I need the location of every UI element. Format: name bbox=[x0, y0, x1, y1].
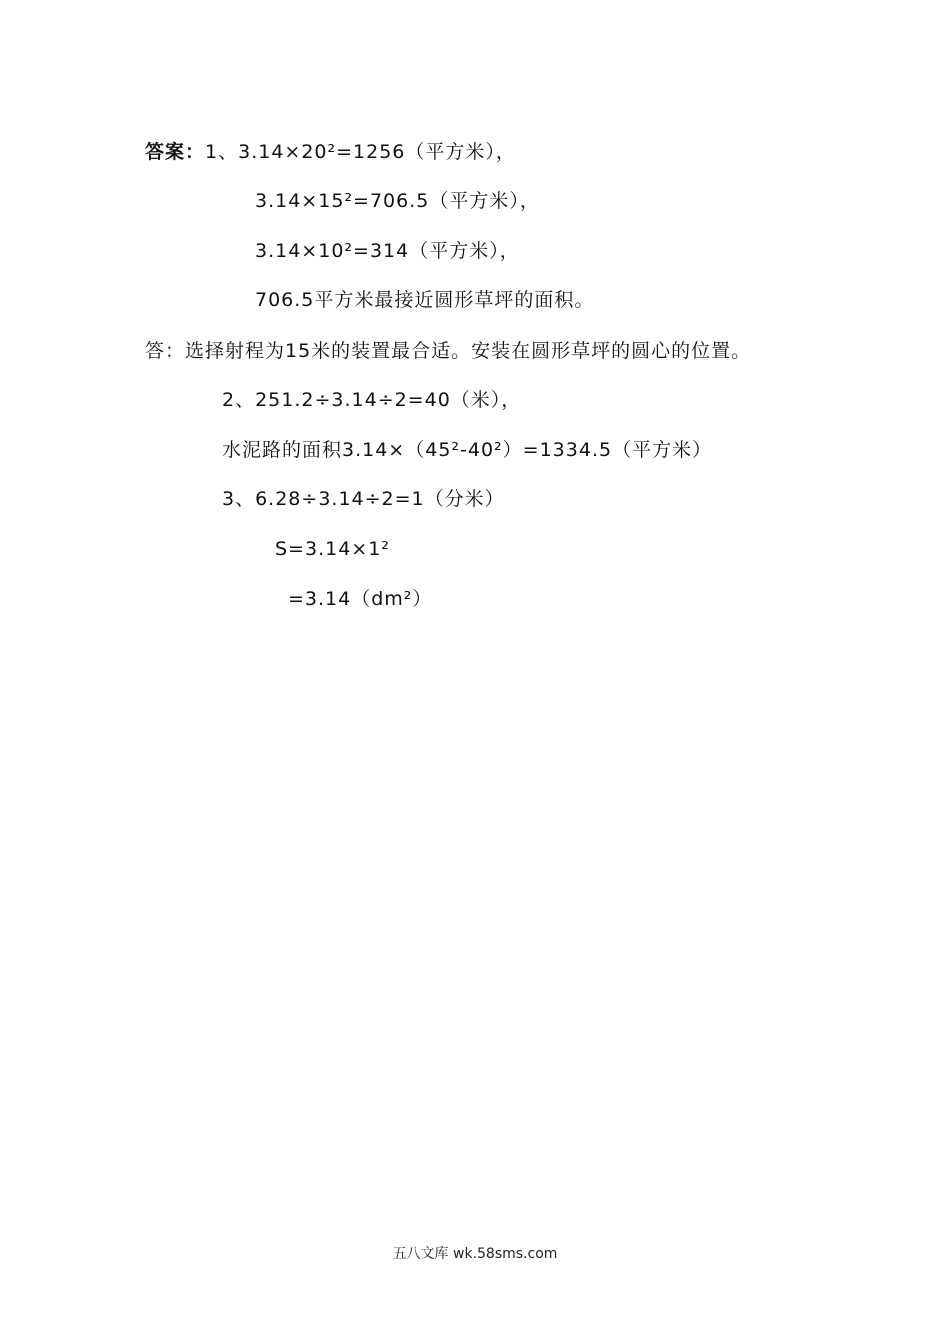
answer-q2-line1: 2、251.2÷3.14÷2=40（米）， bbox=[222, 389, 522, 411]
answer-q3-line2: S=3.14×1² bbox=[275, 538, 390, 560]
answer-q1-line3: 3.14×10²=314（平方米）， bbox=[255, 240, 520, 262]
answer-q2-line2: 水泥路的面积3.14×（45²-40²）=1334.5（平方米） bbox=[222, 439, 713, 461]
answer-q1-line1-text: 1、3.14×20²=1256（平方米）， bbox=[205, 141, 516, 163]
answer-q1-line4: 706.5平方米最接近圆形草坪的面积。 bbox=[255, 289, 595, 311]
answer-q1-conclusion: 答：选择射程为15米的装置最合适。安装在圆形草坪的圆心的位置。 bbox=[145, 340, 752, 362]
footer-watermark: 五八文库 wk.58sms.com bbox=[392, 1246, 558, 1262]
answer-q3-line3: =3.14（dm²） bbox=[288, 588, 433, 610]
answer-q1-line1 bbox=[145, 140, 516, 164]
answer-q3-line1: 3、6.28÷3.14÷2=1（分米） bbox=[222, 488, 505, 510]
answer-q1-line2: 3.14×15²=706.5（平方米）， bbox=[255, 190, 540, 212]
answer-heading: 答案： bbox=[145, 141, 206, 163]
